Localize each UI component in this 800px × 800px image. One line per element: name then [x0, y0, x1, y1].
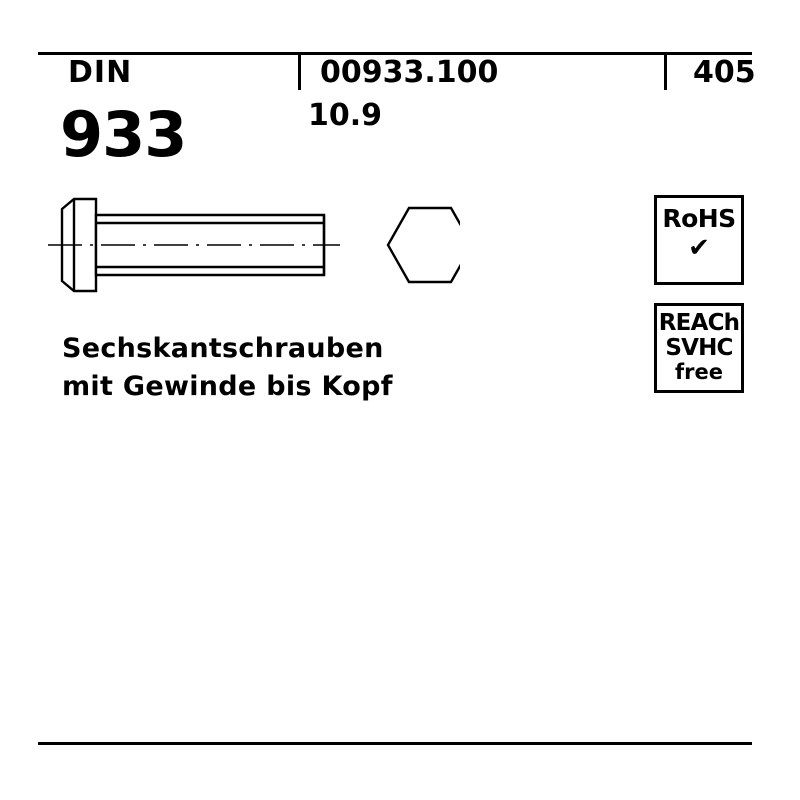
reach-free-label: free — [675, 360, 723, 384]
status-badge-reach — [654, 303, 744, 393]
header-divider-right — [664, 52, 667, 90]
header-page-number: 405 — [693, 55, 756, 90]
strength-grade: 10.9 — [308, 98, 383, 133]
header-divider-left — [298, 52, 301, 90]
check-icon: ✔ — [688, 233, 710, 263]
header-standard-label: DIN — [68, 55, 133, 90]
header-article-code: 00933.100 — [320, 55, 499, 90]
page-title: 933 — [60, 98, 187, 171]
rohs-label: RoHS — [662, 204, 736, 233]
product-description — [62, 330, 393, 406]
reach-svhc-label: SVHC — [665, 335, 733, 361]
reach-label: REACh — [658, 310, 740, 336]
description-line-2: mit Gewinde bis Kopf — [62, 371, 393, 402]
footer-rule — [38, 742, 752, 745]
status-badge-rohs — [654, 195, 744, 285]
description-line-1: Sechskantschrauben — [62, 333, 384, 364]
hex-head-screw-technical-drawing — [40, 185, 460, 305]
